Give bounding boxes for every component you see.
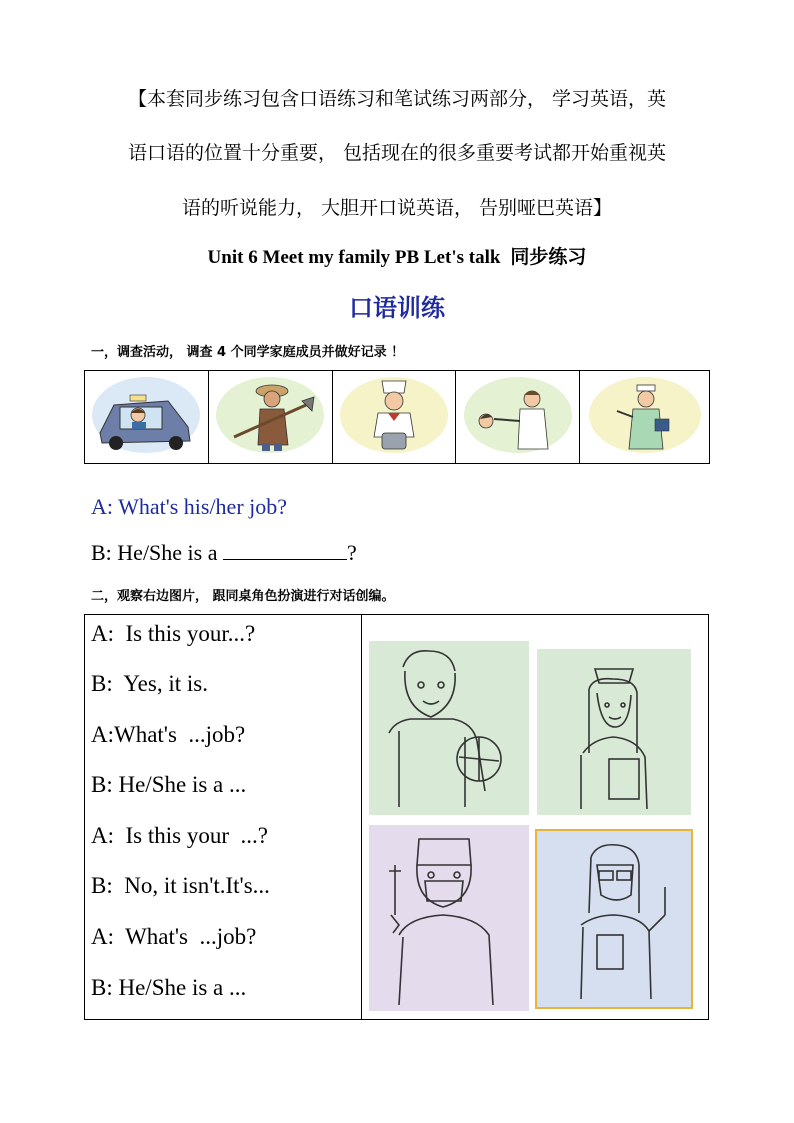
title-chinese: 同步练习 bbox=[510, 246, 587, 268]
dialogue-line: A: Is this your ...? bbox=[91, 823, 268, 848]
title-english: Unit 6 Meet my family PB Let's talk bbox=[207, 247, 501, 268]
box-divider bbox=[361, 615, 362, 1019]
doctor-drawing-image bbox=[369, 825, 529, 1011]
part1-question: A: What's his/her job? bbox=[91, 494, 288, 519]
driver-image-cell bbox=[85, 371, 209, 464]
dialogue-line: B: He/She is a ... bbox=[91, 975, 247, 1000]
nurse-drawing-image bbox=[537, 649, 691, 815]
driver-image bbox=[90, 375, 202, 455]
jobs-image-table bbox=[84, 370, 710, 464]
dialogue-line: B: He/She is a ... bbox=[91, 772, 247, 797]
dialogue-line: A:What's ...job? bbox=[91, 722, 246, 747]
dialogue-line: B: Yes, it is. bbox=[91, 671, 208, 696]
doctor-image bbox=[462, 375, 574, 455]
page-title bbox=[0, 242, 794, 269]
dialogue-line: A: What's ...job? bbox=[91, 924, 257, 949]
part1-instruction: 一，调查活动， 调查 4 个同学家庭成员并做好记录 ！ bbox=[91, 345, 405, 360]
nurse-image-cell bbox=[580, 371, 710, 464]
part2-instruction: 二，观察右边图片， 跟同桌角色扮演进行对话创编。 bbox=[91, 589, 395, 604]
intro-line-1: 【本套同步练习包含口语练习和笔试练习两部分， 学习英语，英 bbox=[127, 88, 667, 110]
doctor-image-cell bbox=[456, 371, 580, 464]
dialogue-line: B: No, it isn't.It's... bbox=[91, 873, 270, 898]
basketball-player-image bbox=[369, 641, 529, 815]
section-heading: 口语训练 bbox=[349, 294, 445, 322]
answer-suffix: ? bbox=[347, 540, 357, 565]
answer-prefix: B: He/She is a bbox=[91, 540, 218, 565]
nurse-image bbox=[587, 375, 703, 455]
farmer-image-cell bbox=[208, 371, 332, 464]
cook-image bbox=[338, 375, 450, 455]
answer-blank[interactable] bbox=[223, 541, 347, 560]
teacher-drawing-image bbox=[535, 829, 693, 1009]
dialogue-box bbox=[84, 614, 709, 1020]
cook-image-cell bbox=[332, 371, 456, 464]
intro-line-3: 语的听说能力， 大胆开口说英语， 告别哑巴英语】 bbox=[181, 197, 613, 219]
farmer-image bbox=[214, 375, 326, 455]
part1-answer bbox=[91, 540, 357, 566]
dialogue-line: A: Is this your...? bbox=[91, 621, 256, 646]
intro-line-2: 语口语的位置十分重要， 包括现在的很多重要考试都开始重视英 bbox=[127, 142, 667, 164]
